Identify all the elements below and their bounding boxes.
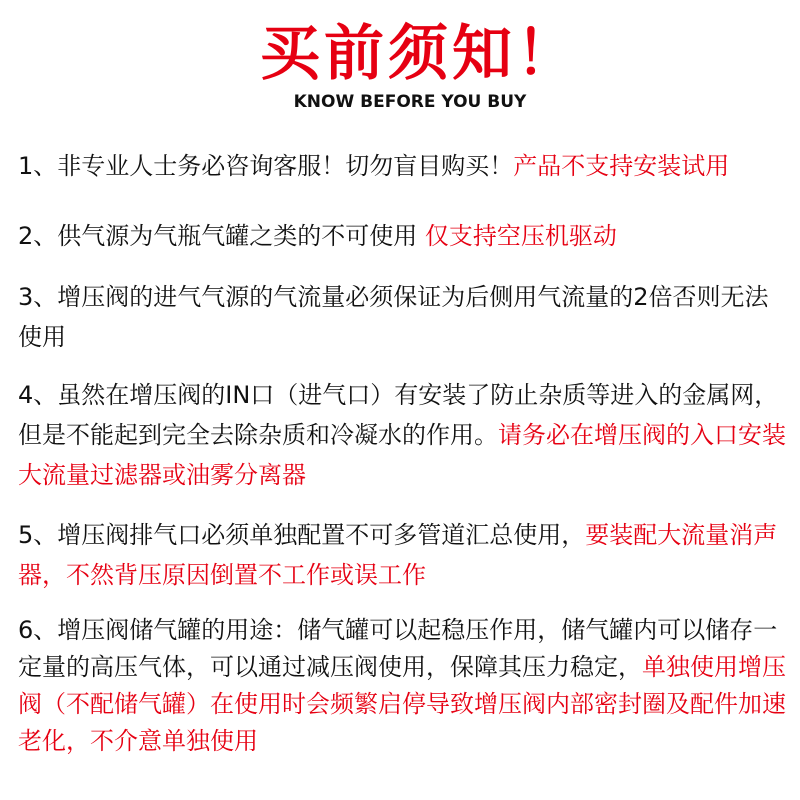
page-subtitle: KNOW BEFORE YOU BUY [293,92,527,112]
notice-item-6 [18,612,790,760]
notice-warning: 产品不支持安装试用 [513,152,730,180]
notice-text: 4、虽然在增压阀的IN口（进气口）有安装了防止杂质等进入的金属网，但是不能起到完全去除杂质和冷凝水的作用。 [18,381,779,449]
notice-warning: 仅支持空压机驱动 [424,222,617,250]
notice-item-5 [18,515,790,595]
notice-item-4 [18,375,790,495]
notice-text: 6、增压阀储气罐的用途：储气罐可以起稳压作用，储气罐内可以储存一定量的高压气体，可以通过减压阀使用，保障其压力稳定， [18,616,778,681]
notice-warning: 单独使用增压阀（不配储气罐）在使用时会频繁启停导致增压阀内部密封圈及配件加速老化，不介意单独使用 [18,653,786,755]
notice-item-2 [18,216,790,256]
notice-item-3 [18,277,790,357]
page-title: 买前须知！ [260,19,580,89]
notice-warning: 请务必在增压阀的入口安装大流量过滤器或油雾分离器 [18,421,786,489]
notice-text: 1、非专业人士务必咨询客服！切勿盲目购买！ [18,152,514,180]
notice-text: 2、供气源为气瓶气罐之类的不可使用 [18,222,425,250]
notice-text: 3、增压阀的进气气源的气流量必须保证为后侧用气流量的2倍否则无法使用 [18,283,769,351]
notice-item-1 [18,146,790,186]
notice-warning: 要装配大流量消声器，不然背压原因倒置不工作或误工作 [18,521,778,589]
notice-text: 5、增压阀排气口必须单独配置不可多管道汇总使用， [18,521,586,549]
